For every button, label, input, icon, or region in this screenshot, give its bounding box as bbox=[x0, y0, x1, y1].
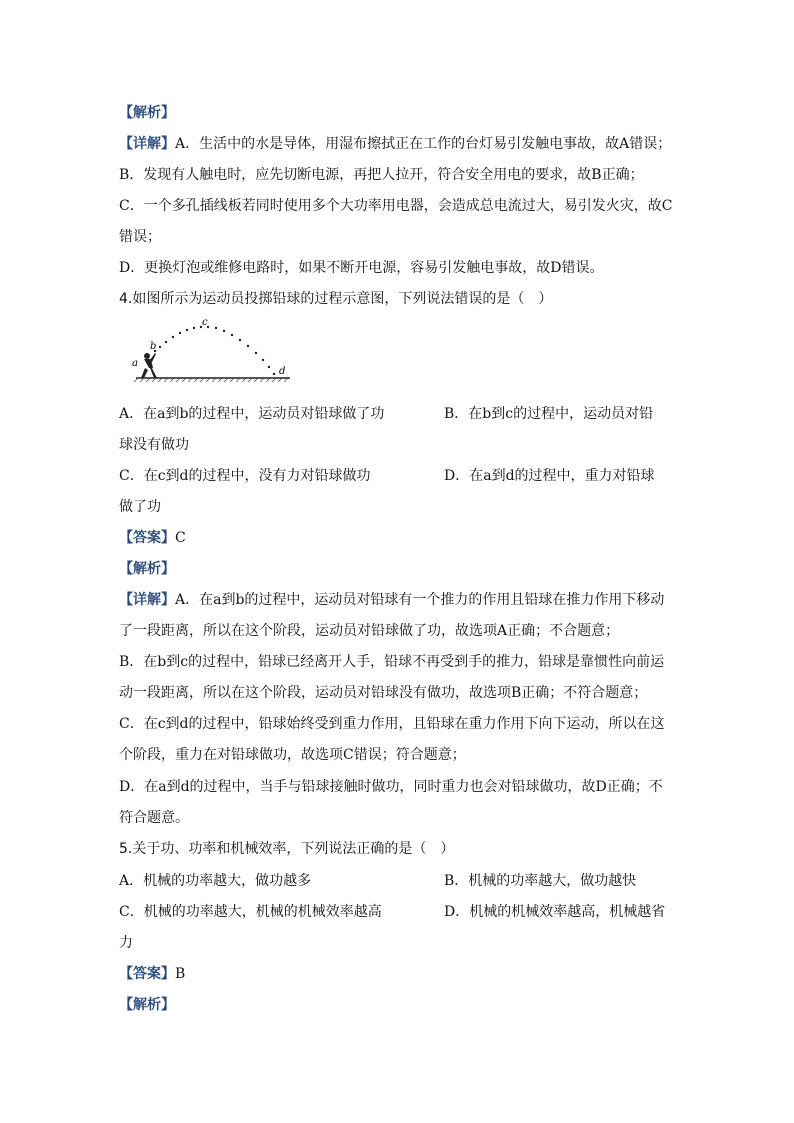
q4-answer bbox=[119, 528, 186, 548]
trajectory-dots bbox=[154, 326, 275, 375]
label-d: d bbox=[279, 366, 286, 377]
answer-label: 【答案】 bbox=[119, 966, 175, 982]
q5-option-d-line1: D．机械的机械效率越高，机械越省 bbox=[444, 904, 666, 920]
detail-text: A．在a到b的过程中，运动员对铅球有一个推力的作用且铅球在推力作用下移动 bbox=[175, 592, 665, 608]
label-b: b bbox=[150, 341, 157, 352]
detail-line-b: B．发现有人触电时，应先切断电源，再把人拉开，符合安全用电的要求，故B正确； bbox=[119, 167, 644, 183]
detail-text: A．生活中的水是导体，用湿布擦拭正在工作的台灯易引发触电事故，故A错误； bbox=[175, 136, 672, 152]
label-a: a bbox=[132, 358, 138, 369]
q4-detail-d1: D．在a到d的过程中，当手与铅球接触时做功，同时重力也会对铅球做功，故D正确；不 bbox=[119, 779, 663, 795]
q5-option-b: B．机械的功率越大，做功越快 bbox=[444, 873, 637, 889]
q4-option-c: C．在c到d的过程中，没有力对铅球做功 bbox=[119, 468, 371, 484]
question-5-stem: 5.关于功、功率和机械效率，下列说法正确的是（ ） bbox=[119, 841, 455, 857]
q4-detail-a1 bbox=[119, 590, 664, 610]
q4-option-b-line1: B．在b到c的过程中，运动员对铅 bbox=[444, 406, 654, 422]
q5-option-c: C．机械的功率越大，机械的机械效率越高 bbox=[119, 904, 382, 920]
question-4-stem: 4.如图所示为运动员投掷铅球的过程示意图，下列说法错误的是（ ） bbox=[119, 291, 553, 307]
q4-detail-b1: B．在b到c的过程中，铅球已经离开人手，铅球不再受到手的推力，铅球是靠惯性向前运 bbox=[119, 654, 665, 670]
q4-option-b-line2: 球没有做功 bbox=[119, 437, 189, 453]
analysis-label: 【解析】 bbox=[119, 105, 175, 121]
analysis-label: 【解析】 bbox=[119, 997, 175, 1013]
detail-label: 【详解】 bbox=[119, 592, 175, 608]
q4-option-d-line2: 做了功 bbox=[119, 499, 161, 515]
detail-paragraph bbox=[119, 134, 671, 154]
answer-value: C bbox=[175, 530, 186, 546]
label-c: c bbox=[202, 318, 208, 328]
q5-answer bbox=[119, 964, 185, 984]
detail-line-c2: 错误； bbox=[119, 229, 161, 245]
answer-value: B bbox=[175, 966, 186, 982]
q4-option-d-line1: D．在a到d的过程中，重力对铅球 bbox=[444, 468, 655, 484]
detail-line-c1: C．一个多孔插线板若同时使用多个大功率用电器，会造成总电流过大，易引发火灾，故C bbox=[119, 198, 673, 214]
q4-detail-d2: 符合题意。 bbox=[119, 810, 189, 826]
q4-option-a: A．在a到b的过程中，运动员对铅球做了功 bbox=[119, 406, 385, 422]
athlete-figure bbox=[141, 353, 157, 378]
q5-option-a: A．机械的功率越大，做功越多 bbox=[119, 873, 312, 889]
detail-line-d: D．更换灯泡或维修电路时，如果不断开电源，容易引发触电事故，故D错误。 bbox=[119, 260, 604, 276]
q4-detail-c2: 个阶段，重力在对铅球做功，故选项C错误；符合题意； bbox=[119, 747, 466, 763]
answer-label: 【答案】 bbox=[119, 530, 175, 546]
shot-put-diagram bbox=[128, 318, 300, 388]
detail-label: 【详解】 bbox=[119, 136, 175, 152]
q5-option-d-line2: 力 bbox=[119, 935, 133, 951]
q4-detail-a2: 了一段距离，所以在这个阶段，运动员对铅球做了功，故选项A正确；不合题意； bbox=[119, 623, 620, 639]
q4-detail-b2: 动一段距离，所以在这个阶段，运动员对铅球没有做功，故选项B正确；不符合题意； bbox=[119, 685, 648, 701]
analysis-label: 【解析】 bbox=[119, 561, 175, 577]
q4-detail-c1: C．在c到d的过程中，铅球始终受到重力作用，且铅球在重力作用下向下运动，所以在这 bbox=[119, 716, 665, 732]
